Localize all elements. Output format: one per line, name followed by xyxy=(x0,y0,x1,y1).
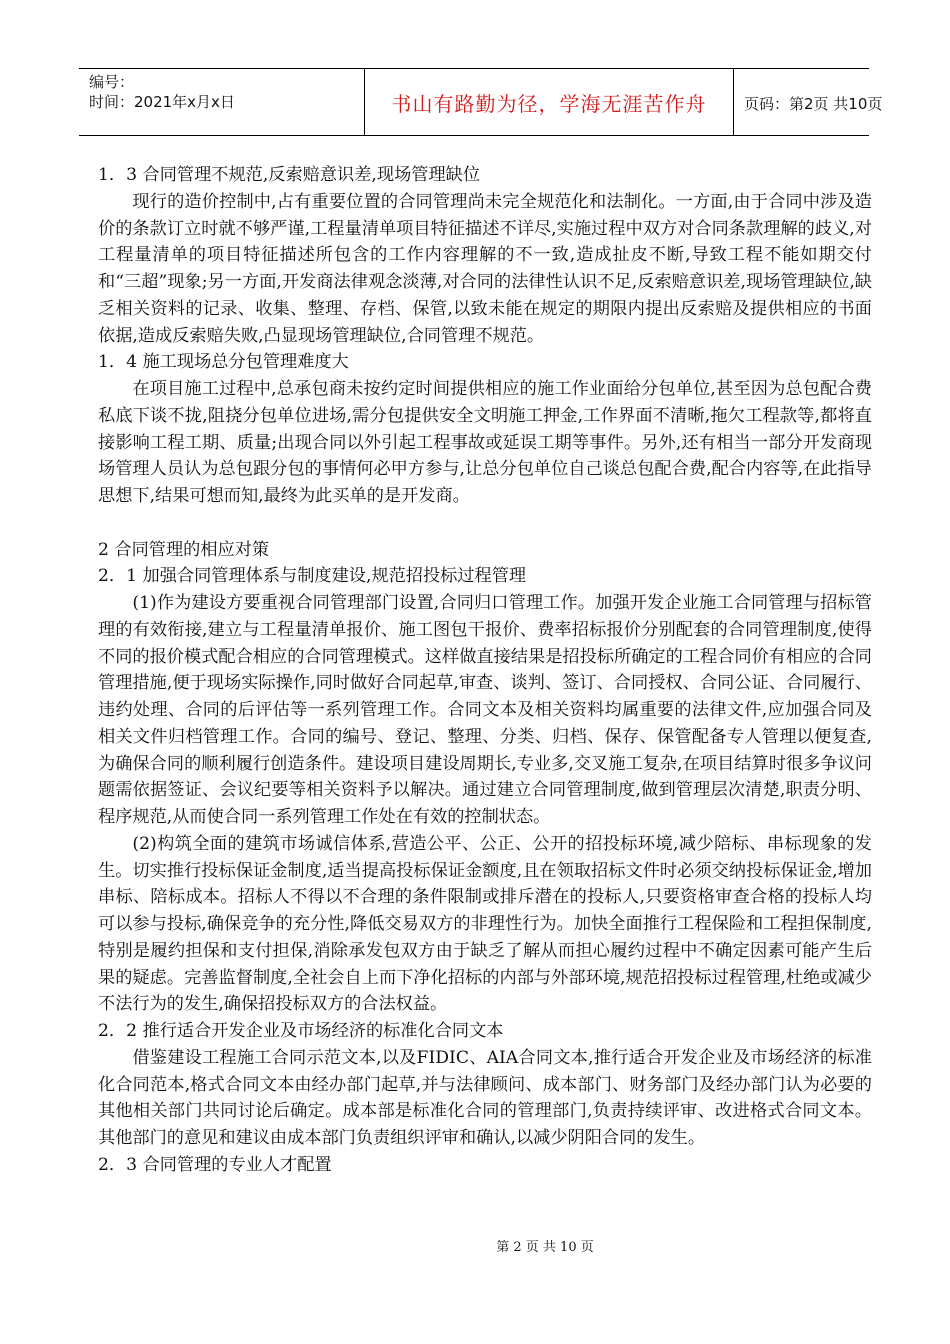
paragraph-1-3: 现行的造价控制中,占有重要位置的合同管理尚未完全规范化和法制化。一方面,由于合同中涉及造价的条款订立时就不够严谨,工程量清单项目特征描述不详尽,实施过程中双方对合同条款理解的歧义,对工程量清单的项目特征描述所包含的工作内容理解的不一致,造成扯皮不断,导致工程不能如期交付和“三超”现象;另一方面,开发商法律观念淡薄,对合同的法律性认识不足,反索赔意识差,现场管理缺位,缺乏相关资料的记录、收集、整理、存档、保管,以致未能在规定的期限内提出反索赔及提供相应的书面依据,造成反索赔失败,凸显现场管理缺位,合同管理不规范。 xyxy=(98,191,872,346)
section-heading-2-2: 2．2 推行适合开发企业及市场经济的标准化合同文本 xyxy=(98,1021,504,1041)
section-heading-1-3: 1．3 合同管理不规范,反索赔意识差,现场管理缺位 xyxy=(98,165,481,185)
paragraph-1-4: 在项目施工过程中,总承包商未按约定时间提供相应的施工作业面给分包单位,甚至因为总包配合费私底下谈不拢,阻挠分包单位进场,需分包提供安全文明施工押金,工作界面不清晰,拖欠工程款等,都将直接影响工程工期、质量;出现合同以外引起工程事故或延误工期等事件。另外,还有相当一部分开发商现场管理人员认为总包跟分包的事情何必甲方参与,让总分包单位自己谈总包配合费,配合内容等,在此指导思想下,结果可想而知,最终为此买单的是开发商。 xyxy=(98,379,872,506)
paragraph-2-1-item-1: (1)作为建设方要重视合同管理部门设置,合同归口管理工作。加强开发企业施工合同管理与招标管理的有效衔接,建立与工程量清单报价、施工图包干报价、费率招标报价分别配套的合同管理制度,使得不同的报价模式配合相应的合同管理模式。这样做直接结果是招投标所确定的工程合同价有相应的合同管理措施,便于现场实际操作,同时做好合同起草,审查、谈判、签订、合同授权、合同公证、合同履行、违约处理、合同的后评估等一系列管理工作。合同文本及相关资料均属重要的法律文件,应加强合同及相关文件归档管理工作。合同的编号、登记、整理、分类、归档、保存、保管配备专人管理以便复查,为确保合同的顺利履行创造条件。建设项目建设周期长,专业多,交叉施工复杂,在项目结算时很多争议问题需依据签证、会议纪要等相关资料予以解决。通过建立合同管理制度,做到管理层次清楚,职责分明、程序规范,从而使合同一系列管理工作处在有效的控制状态。 xyxy=(98,593,872,827)
section-heading-2-1: 2．1 加强合同管理体系与制度建设,规范招投标过程管理 xyxy=(98,566,527,587)
page-footer: 第 2 页 共 10 页 xyxy=(496,1240,594,1255)
header-page-label: 页码：第2页 共10页 xyxy=(744,95,883,113)
document-body xyxy=(98,162,872,1179)
section-heading-2: 2 合同管理的相应对策 xyxy=(98,539,270,560)
page-header xyxy=(79,68,883,136)
section-heading-1-4: 1．4 施工现场总分包管理难度大 xyxy=(98,352,349,373)
document-number-label: 编号： xyxy=(89,73,135,91)
paragraph-2-2: 借鉴建设工程施工合同示范文本,以及FIDIC、AIA合同文本,推行适合开发企业及市场经济的标准化合同范本,格式合同文本由经办部门起草,并与法律顾问、成本部门、财务部门及经办部门认为必要的其他相关部门共同讨论后确定。成本部是标准化合同的管理部门,负责持续评审、改进格式合同文本。其他部门的意见和建议由成本部门负责组织评审和确认,以减少阴阳合同的发生。 xyxy=(98,1047,872,1148)
header-motto: 书山有路勤为径，学海无涯苦作舟 xyxy=(364,69,734,136)
header-meta xyxy=(89,72,235,112)
section-heading-2-3: 2．3 合同管理的专业人才配置 xyxy=(98,1154,332,1175)
blank-line xyxy=(98,510,872,537)
paragraph-2-1-item-2: (2)构筑全面的建筑市场诚信体系,营造公平、公正、公开的招投标环境,减少陪标、串标现象的发生。切实推行投标保证金制度,适当提高投标保证金额度,且在领取招标文件时必须交纳投标保证金,增加串标、陪标成本。招标人不得以不合理的条件限制或排斥潜在的投标人,只要资格审查合格的投标人均可以参与投标,确保竞争的充分性,降低交易双方的非理性行为。加快全面推行工程保险和工程担保制度,特别是履约担保和支付担保,消除承发包双方由于缺乏了解从而担心履约过程中不确定因素可能产生后果的疑虑。完善监督制度,全社会自上而下净化招标的内部与外部环境,规范招投标过程管理,杜绝或减少不法行为的发生,确保招投标双方的合法权益。 xyxy=(98,833,872,1015)
document-date-label: 时间：2021年x月x日 xyxy=(89,93,235,111)
